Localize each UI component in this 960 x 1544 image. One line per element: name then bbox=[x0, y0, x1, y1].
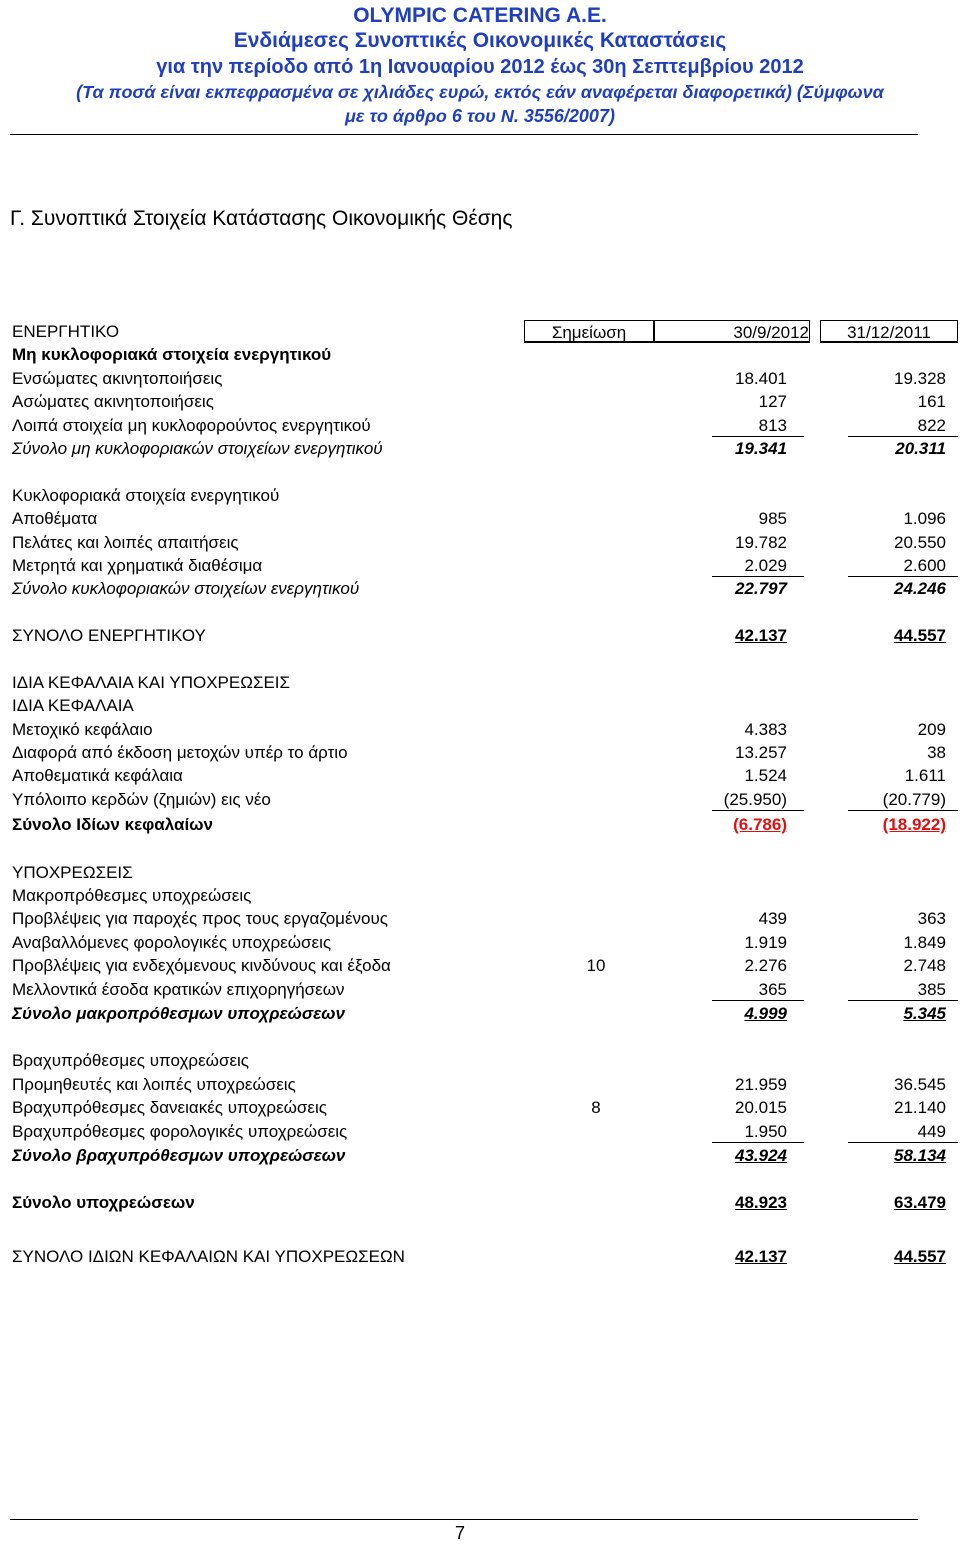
spacer bbox=[12, 460, 958, 483]
row-label: Σύνολο Ιδίων κεφαλαίων bbox=[12, 815, 213, 835]
subtotal-row bbox=[12, 811, 958, 837]
value-period1: 127 bbox=[758, 392, 787, 412]
assets-heading: ΕΝΕΡΓΗΤΙΚΟ bbox=[12, 322, 120, 341]
current-heading: Κυκλοφοριακά στοιχεία ενεργητικού bbox=[12, 485, 280, 505]
total-row bbox=[12, 624, 958, 647]
group-heading bbox=[12, 671, 958, 694]
table-row bbox=[12, 954, 958, 977]
group-heading bbox=[12, 884, 958, 907]
value-period1: 43.924 bbox=[735, 1145, 787, 1165]
currency-note-line2: με το άρθρο 6 του Ν. 3556/2007) bbox=[345, 106, 615, 126]
value-period1: 19.341 bbox=[735, 438, 787, 458]
row-label: Βραχυπρόθεσμες δανειακές υποχρεώσεις bbox=[12, 1098, 327, 1118]
statement-title: Ενδιάμεσες Συνοπτικές Οικονομικές Καταστάσεις bbox=[233, 29, 727, 52]
subtotal-row bbox=[12, 1001, 958, 1026]
value-period2: 58.134 bbox=[894, 1145, 946, 1165]
table-row bbox=[12, 931, 958, 954]
table-row bbox=[12, 718, 958, 741]
value-period1: 48.923 bbox=[735, 1193, 787, 1213]
row-label: Διαφορά από έκδοση μετοχών υπέρ το άρτιο bbox=[12, 743, 348, 763]
liabilities-heading: ΥΠΟΧΡΕΩΣΕΙΣ bbox=[12, 862, 133, 882]
value-period1: 20.015 bbox=[735, 1098, 787, 1118]
value-period2: 20.311 bbox=[895, 438, 946, 458]
value-period2: (18.922) bbox=[882, 815, 946, 835]
value-period2: 5.345 bbox=[903, 1003, 946, 1023]
table-row bbox=[12, 978, 958, 1001]
spacer bbox=[12, 1026, 958, 1049]
value-period1: 365 bbox=[758, 979, 787, 999]
value-period1: 2.029 bbox=[744, 555, 787, 575]
value-period2: 44.557 bbox=[894, 626, 946, 646]
group-heading bbox=[12, 1049, 958, 1072]
table-row bbox=[12, 507, 958, 530]
row-label: Ενσώματες ακινητοποιήσεις bbox=[12, 368, 223, 388]
value-period1: 13.257 bbox=[735, 743, 787, 763]
spacer bbox=[12, 601, 958, 624]
value-period2: 1.611 bbox=[904, 766, 946, 786]
value-period1: 1.524 bbox=[744, 766, 787, 786]
subtotal-row bbox=[12, 577, 958, 600]
row-label: Βραχυπρόθεσμες φορολογικές υποχρεώσεις bbox=[12, 1121, 348, 1141]
section-title: Γ. Συνοπτικά Στοιχεία Κατάστασης Οικονομικής Θέσης bbox=[10, 207, 513, 230]
value-period2: 1.849 bbox=[903, 932, 946, 952]
equity-liabilities-heading: ΙΔΙΑ ΚΕΦΑΛΑΙΑ ΚΑΙ ΥΠΟΧΡΕΩΣΕΙΣ bbox=[12, 672, 291, 692]
value-period1: (6.786) bbox=[733, 815, 787, 835]
value-period2: 44.557 bbox=[894, 1246, 946, 1266]
value-period2: 20.550 bbox=[894, 532, 946, 552]
table-row bbox=[12, 554, 958, 577]
value-period2: 38 bbox=[927, 743, 946, 763]
row-label: Μετρητά και χρηματικά διαθέσιμα bbox=[12, 555, 263, 575]
row-label: Σύνολο βραχυπρόθεσμων υποχρεώσεων bbox=[12, 1145, 346, 1165]
value-period2: 21.140 bbox=[894, 1098, 946, 1118]
row-label: Προβλέψεις για ενδεχόμενους κινδύνους και έξοδα bbox=[12, 956, 391, 976]
subtotal-row bbox=[12, 437, 958, 460]
value-period2: 161 bbox=[917, 392, 946, 412]
table-header-row bbox=[12, 320, 958, 343]
equity-heading: ΙΔΙΑ ΚΕΦΑΛΑΙΑ bbox=[12, 696, 134, 716]
column-header-period2: 31/12/2011 bbox=[820, 320, 958, 343]
table-row bbox=[12, 907, 958, 930]
row-label: ΣΥΝΟΛΟ ΕΝΕΡΓΗΤΙΚΟΥ bbox=[12, 626, 206, 646]
value-period1: 1.919 bbox=[744, 932, 787, 952]
row-label: ΣΥΝΟΛΟ ΙΔΙΩΝ ΚΕΦΑΛΑΙΩΝ ΚΑΙ ΥΠΟΧΡΕΩΣΕΩΝ bbox=[12, 1246, 405, 1266]
table-row bbox=[12, 390, 958, 413]
company-name: OLYMPIC CATERING A.E. bbox=[353, 4, 607, 27]
shortterm-heading: Βραχυπρόθεσμες υποχρεώσεις bbox=[12, 1051, 249, 1071]
row-label: Μετοχικό κεφάλαιο bbox=[12, 719, 153, 739]
group-heading bbox=[12, 694, 958, 717]
table-row bbox=[12, 1073, 958, 1096]
value-period1: 439 bbox=[758, 909, 787, 929]
row-label: Σύνολο κυκλοφοριακών στοιχείων ενεργητικού bbox=[12, 579, 360, 599]
balance-sheet-table bbox=[12, 320, 958, 1268]
table-row bbox=[12, 741, 958, 764]
table-row bbox=[12, 1096, 958, 1119]
table-row bbox=[12, 764, 958, 787]
value-period1: 1.950 bbox=[744, 1121, 787, 1141]
column-header-note: Σημείωση bbox=[524, 320, 654, 343]
header-divider bbox=[10, 134, 918, 135]
page-number: 7 bbox=[454, 1523, 465, 1543]
value-period1: 18.401 bbox=[735, 368, 787, 388]
note-ref: 10 bbox=[586, 956, 606, 976]
value-period2: 19.328 bbox=[894, 368, 946, 388]
value-period1: (25.950) bbox=[723, 789, 787, 809]
table-row bbox=[12, 414, 958, 437]
spacer bbox=[12, 647, 958, 670]
value-period2: 1.096 bbox=[903, 509, 946, 529]
value-period1: 813 bbox=[758, 415, 787, 435]
row-label: Σύνολο μη κυκλοφοριακών στοιχείων ενεργητικού bbox=[12, 438, 383, 458]
value-period2: 63.479 bbox=[894, 1193, 946, 1213]
row-label: Σύνολο υποχρεώσεων bbox=[12, 1193, 195, 1213]
noncurrent-heading: Μη κυκλοφοριακά στοιχεία ενεργητικού bbox=[12, 345, 332, 365]
value-period1: 42.137 bbox=[735, 626, 787, 646]
value-period2: 2.748 bbox=[903, 956, 946, 976]
value-period2: 2.600 bbox=[903, 555, 946, 575]
table-row bbox=[12, 531, 958, 554]
row-label: Προβλέψεις για παροχές προς τους εργαζομένους bbox=[12, 909, 389, 929]
total-row bbox=[12, 1191, 958, 1214]
row-label: Σύνολο μακροπρόθεσμων υποχρεώσεων bbox=[12, 1003, 345, 1023]
value-period1: 21.959 bbox=[735, 1074, 787, 1094]
row-label: Μελλοντικά έσοδα κρατικών επιχορηγήσεων bbox=[12, 979, 345, 999]
value-period2: 449 bbox=[917, 1121, 946, 1141]
longterm-heading: Μακροπρόθεσμες υποχρεώσεις bbox=[12, 885, 252, 905]
table-row bbox=[12, 367, 958, 390]
document-header bbox=[0, 4, 960, 128]
value-period1: 42.137 bbox=[735, 1246, 787, 1266]
footer-divider bbox=[10, 1519, 918, 1520]
value-period2: 363 bbox=[917, 909, 946, 929]
spacer bbox=[12, 1168, 958, 1191]
value-period2: (20.779) bbox=[882, 789, 946, 809]
table-row bbox=[12, 788, 958, 811]
group-heading bbox=[12, 343, 958, 366]
grand-total-row bbox=[12, 1245, 958, 1268]
currency-note-line1: (Τα ποσά είναι εκπεφρασμένα σε χιλιάδες ευρώ, εκτός εάν αναφέρεται διαφορετικά) (Σύμφωνα bbox=[76, 82, 884, 102]
value-period1: 19.782 bbox=[735, 532, 787, 552]
row-label: Αποθέματα bbox=[12, 509, 98, 529]
row-label: Προμηθευτές και λοιπές υποχρεώσεις bbox=[12, 1074, 296, 1094]
value-period1: 4.999 bbox=[744, 1003, 787, 1023]
column-header-period1: 30/9/2012 bbox=[654, 320, 810, 343]
row-label: Πελάτες και λοιπές απαιτήσεις bbox=[12, 532, 239, 552]
spacer bbox=[12, 1215, 958, 1245]
row-label: Αναβαλλόμενες φορολογικές υποχρεώσεις bbox=[12, 932, 332, 952]
value-period1: 4.383 bbox=[744, 719, 787, 739]
row-label: Αποθεματικά κεφάλαια bbox=[12, 766, 183, 786]
row-label: Λοιπά στοιχεία μη κυκλοφορούντος ενεργητικού bbox=[12, 415, 371, 435]
row-label: Ασώματες ακινητοποιήσεις bbox=[12, 392, 214, 412]
subtotal-row bbox=[12, 1143, 958, 1168]
group-heading bbox=[12, 861, 958, 884]
group-heading bbox=[12, 484, 958, 507]
value-period2: 36.545 bbox=[894, 1074, 946, 1094]
value-period1: 22.797 bbox=[735, 579, 787, 599]
value-period2: 385 bbox=[917, 979, 946, 999]
value-period1: 2.276 bbox=[744, 956, 787, 976]
value-period2: 822 bbox=[917, 415, 946, 435]
value-period2: 24.246 bbox=[894, 579, 946, 599]
value-period2: 209 bbox=[917, 719, 946, 739]
value-period1: 985 bbox=[758, 509, 787, 529]
period-line: για την περίοδο από 1η Ιανουαρίου 2012 έως 30η Σεπτεμβρίου 2012 bbox=[156, 56, 804, 78]
table-row bbox=[12, 1120, 958, 1143]
spacer bbox=[12, 837, 958, 860]
note-ref: 8 bbox=[591, 1098, 601, 1118]
row-label: Υπόλοιπο κερδών (ζημιών) εις νέο bbox=[12, 789, 271, 809]
